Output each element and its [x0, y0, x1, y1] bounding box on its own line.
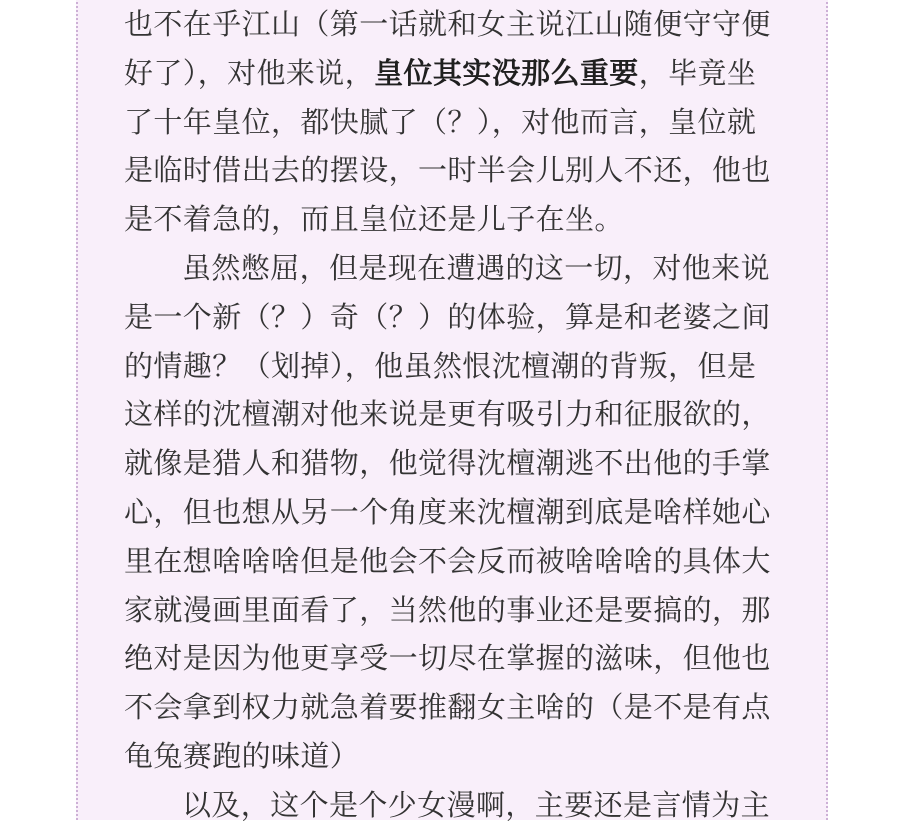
- text-line: 龟兔赛跑的味道）: [124, 738, 360, 773]
- text-line: 以及，这个是个少女漫啊，主要还是言情为主: [182, 787, 771, 822]
- text-line: 绝对是因为他更享受一切尽在掌握的滋味，但他也: [124, 641, 771, 676]
- text-line: [124, 49, 804, 98]
- paragraph-1: [124, 0, 804, 244]
- text-line: 家就漫画里面看了，当然他的事业还是要搞的，那: [124, 592, 771, 627]
- text-line: 是不着急的，而且皇位还是儿子在坐。: [124, 202, 624, 237]
- text-segment: 好了），对他来说，: [124, 55, 375, 90]
- article-text: [124, 0, 804, 830]
- paragraph-2: [124, 244, 804, 781]
- text-line: 虽然憋屈，但是现在遭遇的这一切，对他来说: [182, 250, 771, 285]
- bold-emphasis: 皇位其实没那么重要: [374, 55, 639, 90]
- text-segment: ，毕竟坐: [638, 55, 757, 90]
- text-line: 这样的沈檀潮对他来说是更有吸引力和征服欲的，: [124, 397, 771, 432]
- text-line: 里在想啥啥啥但是他会不会反而被啥啥啥的具体大: [124, 543, 771, 578]
- text-line: 了十年皇位，都快腻了（？），对他而言，皇位就: [124, 104, 757, 139]
- text-line: 不会拿到权力就急着要推翻女主啥的（是不是有点: [124, 690, 771, 725]
- paragraph-3: [124, 781, 804, 830]
- text-line: 也不在乎江山（第一话就和女主说江山随便守守便: [124, 7, 771, 41]
- text-line: 就像是猎人和猎物，他觉得沈檀潮逃不出他的手掌: [124, 446, 771, 481]
- text-line: 是临时借出去的摆设，一时半会儿别人不还，他也: [124, 153, 771, 188]
- text-line: 是一个新（？）奇（？）的体验，算是和老婆之间: [124, 299, 771, 334]
- text-line: 心，但也想从另一个角度来沈檀潮到底是啥样她心: [124, 494, 771, 529]
- text-line: 的情趣？（划掉），他虽然恨沈檀潮的背叛，但是: [124, 348, 757, 383]
